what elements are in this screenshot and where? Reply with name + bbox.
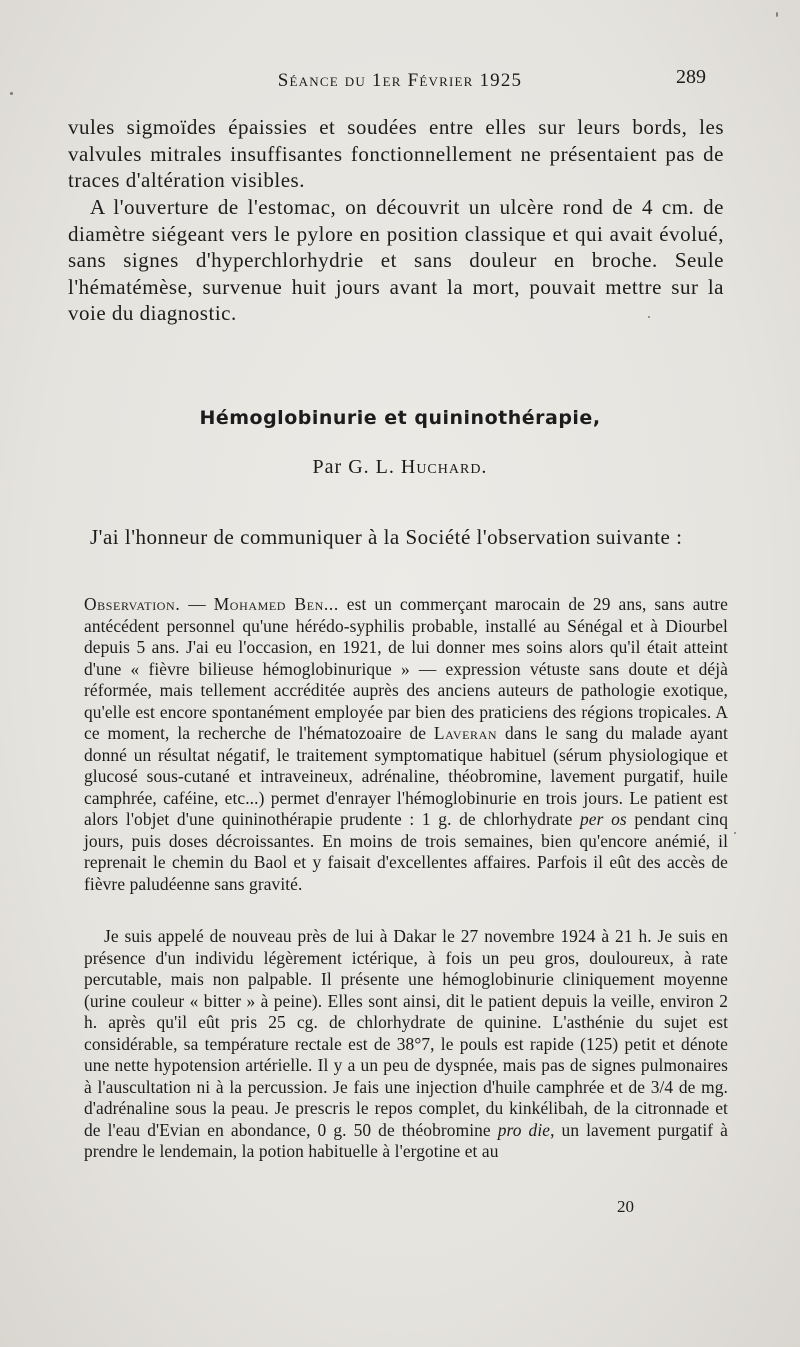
paper-speck: [734, 832, 736, 834]
byline-author: Huchard.: [400, 456, 488, 478]
observation-text-1: est un commerçant marocain de 29 ans, sans autre antécédent personnel qu'une hérédo-syphilis probable, installé au Sénégal et à Diourbel depuis 5 ans. J'ai eu l'occasion, en 1921, de lui donner mes soins alors qu'il était atteint d'une « fièvre bilieuse hémoglobinurique » — expression vétuste sans doute et déjà réformée, mais tellement accréditée auprès des anciens auteurs de pathologie exotique, qu'elle est encore spontanément employée par bien des praticiens des régions tropicales. A ce moment, la recherche de l'hématozoaire de: [84, 594, 728, 743]
article-intro: J'ai l'honneur de communiquer à la Société l'observation suivante :: [90, 525, 683, 549]
paragraph-stomach-ulcer: A l'ouverture de l'estomac, on découvrit un ulcère rond de 4 cm. de diamètre siégeant vers le pylore en position classique et qui avait évolué, sans signes d'hyperchlorhydrie et sans douleur en broche. Seule l'hématémèse, survenue huit jours avant la mort, pouvait mettre sur la voie du diagnostic.: [68, 195, 724, 326]
observation-text-3: pendant cinq jours, puis doses décroissantes. En moins de trois semaines, bien qu'encore anémié, il reprenait le chemin du Baol et y faisait d'excellentes affaires. Parfois il eût des accès de fièvre paludéenne sans gravité.: [84, 809, 728, 894]
observation-dash: —: [180, 594, 214, 614]
byline-prefix: Par G. L.: [312, 456, 395, 478]
pro-die-italic: pro die: [497, 1119, 551, 1140]
case-text-2: , un lavement purgatif à prendre le lendemain, la potion habituelle à l'ergotine et au: [84, 1119, 728, 1161]
running-head: [0, 66, 800, 96]
paper-speck: [10, 92, 13, 95]
patient-name: Mohamed Ben...: [213, 594, 339, 614]
byline: [0, 456, 800, 479]
observation-text-2: dans le sang du malade ayant donné un résultat négatif, le traitement symptomatique habituel (sérum physiologique et glucosé sous-cutané et intraveineux, adrénaline, théobromine, lavement purgatif, huile camphrée, caféine, etc...) permet d'enrayer l'hémoglobinurie en trois jours. Le patient est alors l'objet d'une quininothérapie prudente : 1 g. de chlorhydrate: [84, 723, 728, 829]
case-text-1: Je suis appelé de nouveau près de lui à Dakar le 27 novembre 1924 à 21 h. Je suis en présence d'un individu légèrement ictérique, à fois un peu gros, douloureux, à rate percutable, mais non palpable. Il présente une hémoglobinurie cliniquement moyenne (urine couleur « bitter » à peine). Elles sont ainsi, dit le patient depuis la veille, environ 2 h. après qu'il eût pris 25 cg. de chlorhydrate de quinine. L'asthénie du sujet est considérable, sa température rectale est de 38°7, le pouls est rapide (125) petit et dénote une nette hypotension artérielle. Il y a un peu de dyspnée, mais pas de signes pulmonaires à l'auscultation ni à la percussion. Je fais une injection d'huile camphrée et de 3/4 de mg. d'adrénaline sous la peau. Je prescris le repos complet, du kinkélibah, de la citronnade et de l'eau d'Evian en abondance, 0 g. 50 de théobromine: [84, 926, 728, 1140]
paragraph-continued: vules sigmoïdes épaissies et soudées entre elles sur leurs bords, les valvules mitrales insuffisantes fonctionnellement ne présentaient pas de traces d'altération visibles.: [68, 115, 724, 193]
case-paragraph: [84, 926, 728, 1163]
observation-paragraph: [84, 594, 728, 895]
signature-mark: 20: [617, 1197, 634, 1216]
observation-label: Observation.: [84, 594, 181, 614]
laveran-name: Laveran: [433, 723, 498, 743]
article-title: Hémoglobinurie et quininothérapie,: [199, 407, 601, 429]
paper-speck: [648, 316, 650, 318]
page-number: 289: [676, 66, 706, 88]
running-title: Séance du 1er Février 1925: [277, 70, 523, 91]
per-os-italic: per os: [580, 809, 627, 829]
paper-speck: [776, 12, 778, 17]
